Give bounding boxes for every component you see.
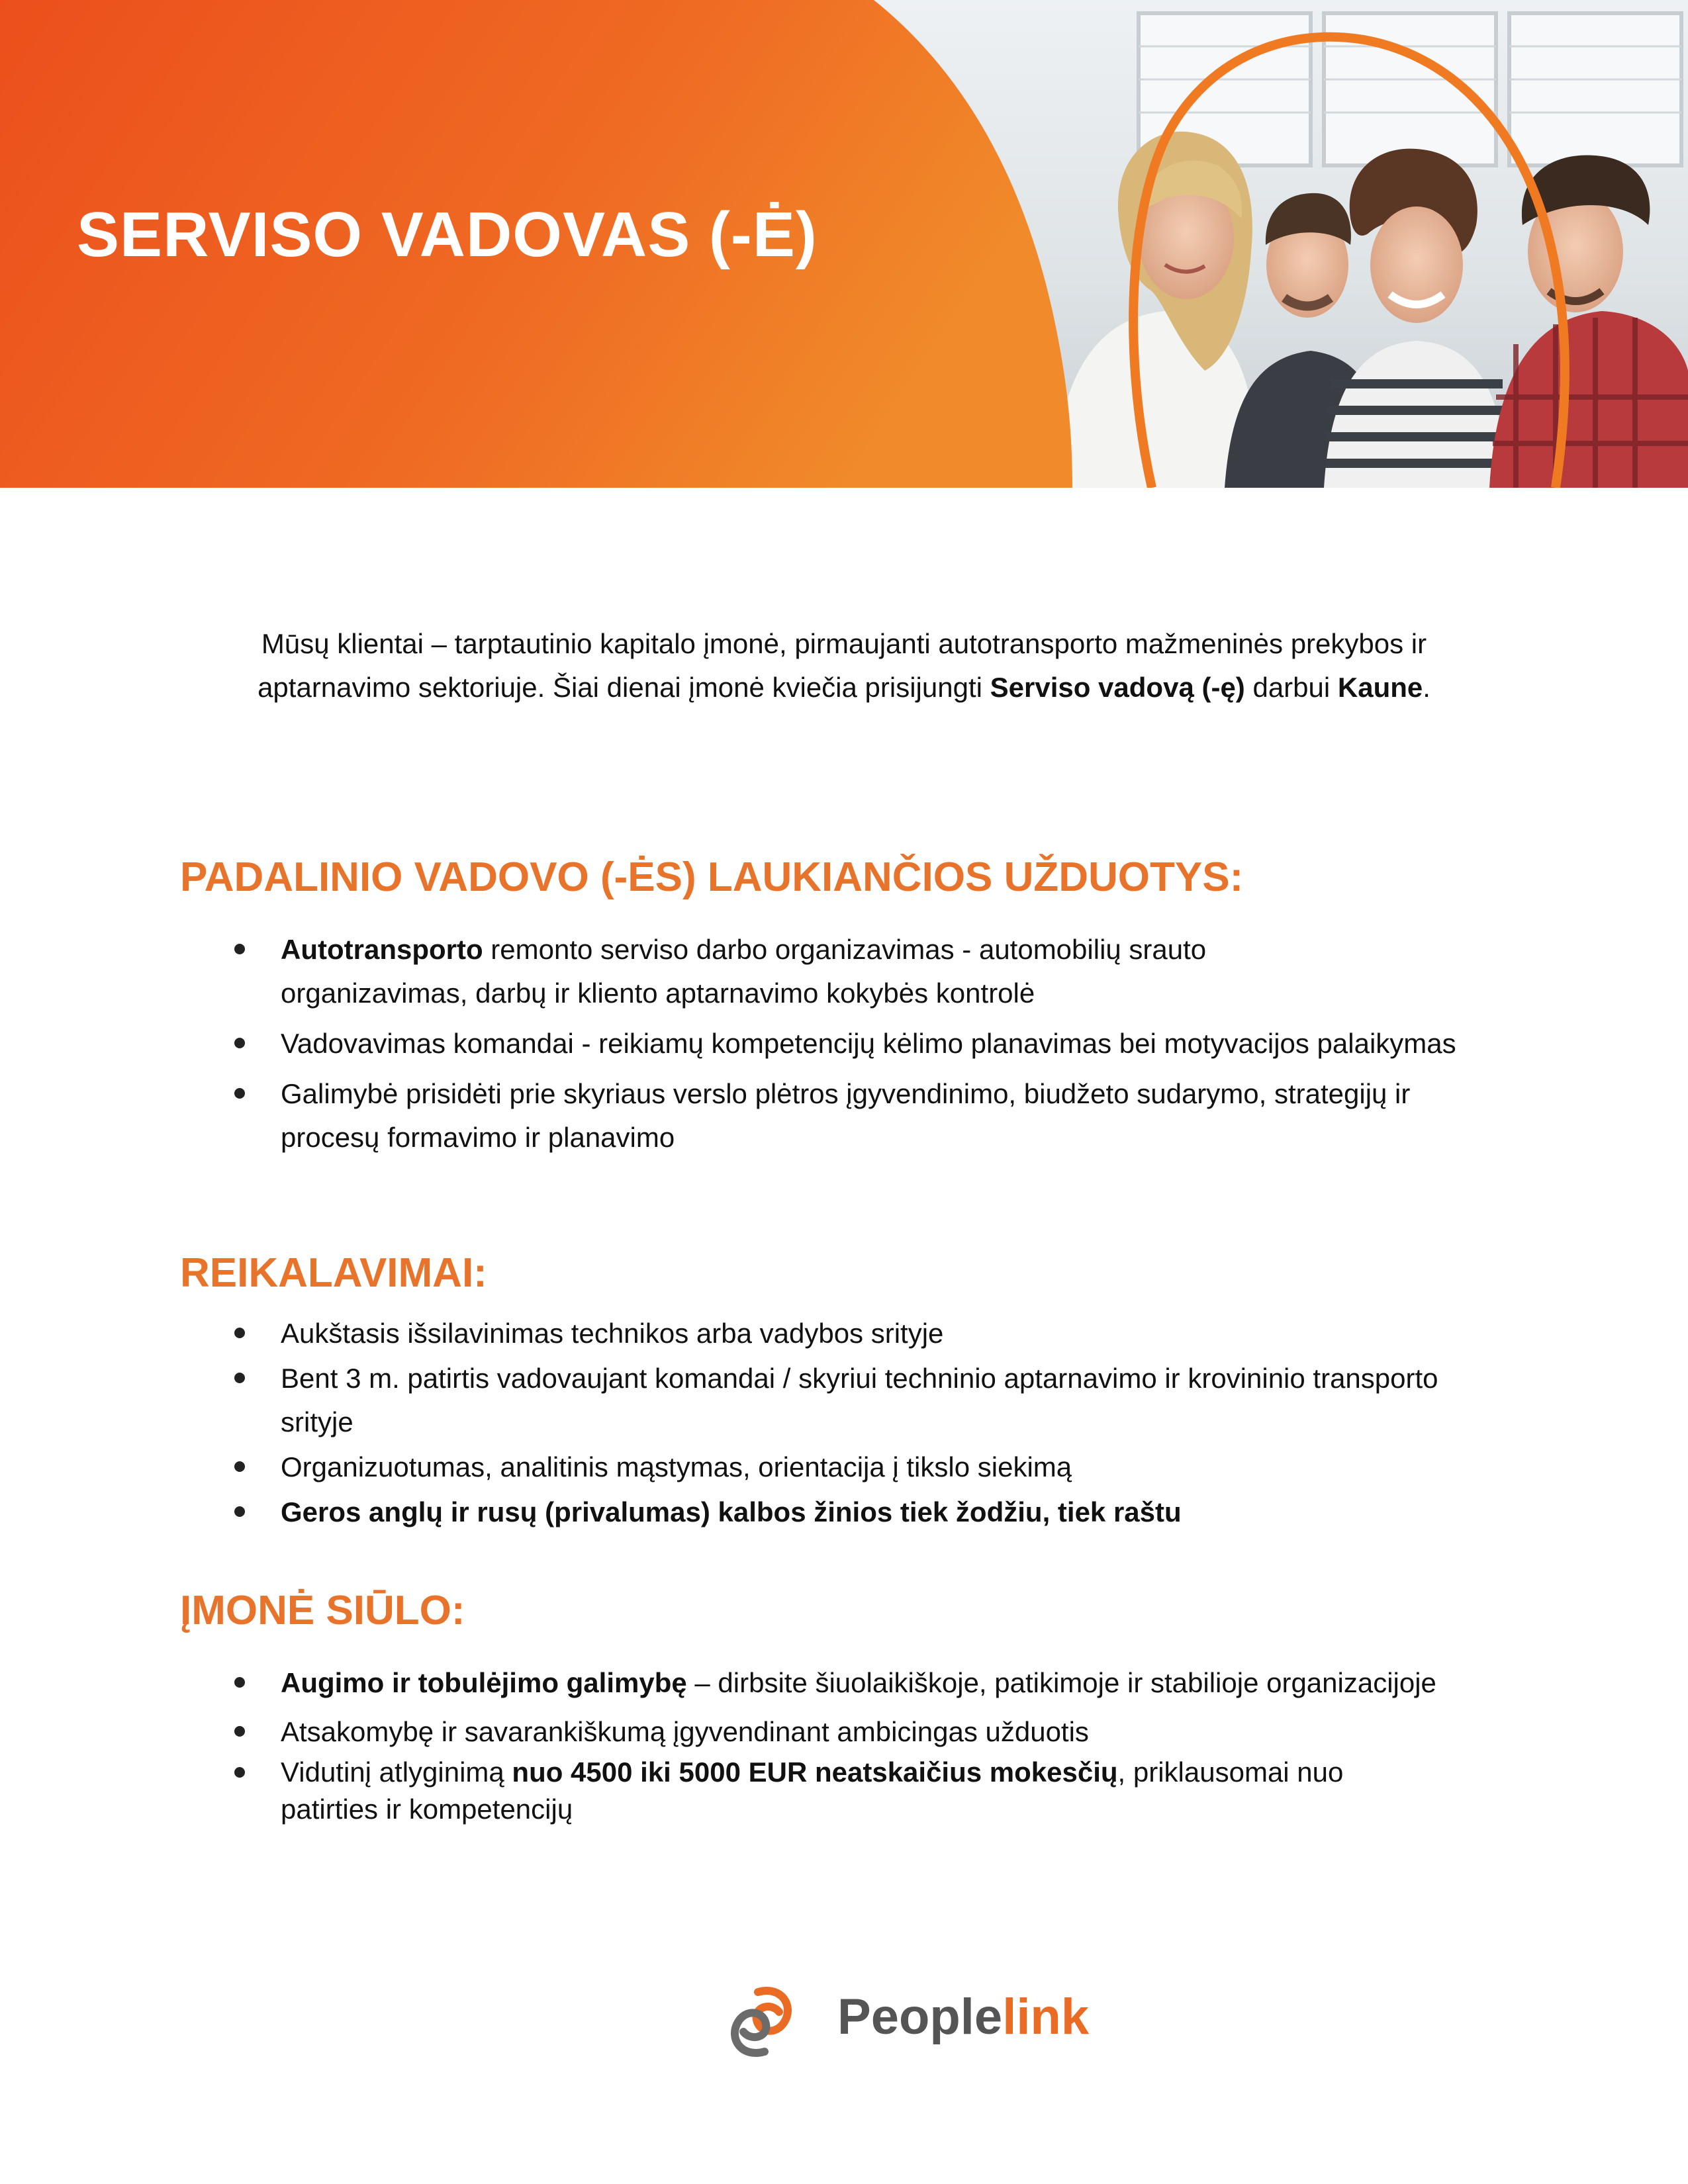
intro-line-2b: darbui <box>1244 672 1338 703</box>
req-3-text: Organizuotumas, analitinis mąstymas, orientacija į tikslo siekimą <box>281 1451 1072 1482</box>
tasks-list <box>0 928 1688 1160</box>
bullet-icon <box>234 1677 245 1688</box>
offer-2-text: Atsakomybę ir savarankiškumą įgyvendinant ambicingas užduotis <box>281 1716 1089 1747</box>
task-3-text: Galimybė prisidėti prie skyriaus verslo plėtros įgyvendinimo, biudžeto sudarymo, strategijų ir <box>281 1078 1411 1109</box>
list-item <box>0 1022 1688 1066</box>
list-item <box>0 1312 1688 1355</box>
req-2-text: Bent 3 m. patirtis vadovaujant komandai / skyriui techninio aptarnavimo ir krovininio transporto <box>281 1363 1438 1394</box>
header-banner <box>0 0 1688 488</box>
peoplelink-logo-icon <box>718 1979 804 2065</box>
requirements-list <box>0 1312 1688 1534</box>
req-4-text: Geros anglų ir rusų (privalumas) kalbos žinios tiek žodžiu, tiek raštu <box>281 1496 1182 1527</box>
peoplelink-logo-text <box>837 1988 1089 2046</box>
task-1-text-2: organizavimas, darbų ir kliento aptarnavimo kokybės kontrolė <box>281 978 1035 1009</box>
intro-paragraph <box>199 622 1489 709</box>
bullet-icon <box>234 1328 245 1338</box>
offer-1-bold: Augimo ir tobulėjimo galimybę <box>281 1667 687 1698</box>
section-title-offer: ĮMONĖ SIŪLO: <box>180 1588 465 1633</box>
list-item <box>0 1754 1688 1828</box>
list-item <box>0 1490 1688 1534</box>
list-item <box>0 1445 1688 1489</box>
list-item <box>0 928 1688 1015</box>
offer-3-text-2: patirties ir kompetencijų <box>281 1794 573 1825</box>
peoplelink-logo <box>718 1979 1089 2065</box>
logo-word-main: People <box>837 1989 1003 2045</box>
logo-word-accent: link <box>1002 1989 1090 2045</box>
offer-3-text: , priklausomai nuo <box>1117 1756 1344 1788</box>
intro-city: Kaune <box>1337 672 1423 703</box>
req-2-text-2: srityje <box>281 1406 353 1437</box>
page-title: SERVISO VADOVAS (-Ė) <box>77 199 818 270</box>
intro-line-1: Mūsų klientai – tarptautinio kapitalo įmonė, pirmaujanti autotransporto mažmeninės prekybos ir <box>261 628 1427 659</box>
list-item <box>0 1072 1688 1160</box>
bullet-icon <box>234 1726 245 1737</box>
intro-line-2a: aptarnavimo sektoriuje. Šiai dienai įmonė kviečia prisijungti <box>258 672 990 703</box>
intro-position-name: Serviso vadovą (-ę) <box>990 672 1245 703</box>
bullet-icon <box>234 1461 245 1472</box>
list-item <box>0 1357 1688 1444</box>
offer-list <box>0 1661 1688 1828</box>
offer-1-text: – dirbsite šiuolaikiškoje, patikimoje ir stabilioje organizacijoje <box>686 1667 1436 1698</box>
list-item <box>0 1661 1688 1705</box>
task-1-bold: Autotransporto <box>281 934 483 965</box>
bullet-icon <box>234 1767 245 1778</box>
req-1-text: Aukštasis išsilavinimas technikos arba vadybos srityje <box>281 1318 944 1349</box>
task-1-text: remonto serviso darbo organizavimas - automobilių srauto <box>483 934 1207 965</box>
offer-3-bold: nuo 4500 iki 5000 EUR neatskaičius mokesčių <box>512 1756 1118 1788</box>
task-3-text-2: procesų formavimo ir planavimo <box>281 1122 675 1153</box>
bullet-icon <box>234 944 245 954</box>
offer-3-pre: Vidutinį atlyginimą <box>281 1756 512 1788</box>
section-title-requirements: REIKALAVIMAI: <box>180 1250 487 1296</box>
task-2-text: Vadovavimas komandai - reikiamų kompetencijų kėlimo planavimas bei motyvacijos palaikymas <box>281 1028 1456 1059</box>
bullet-icon <box>234 1506 245 1517</box>
intro-line-2c: . <box>1423 672 1430 703</box>
section-title-tasks: PADALINIO VADOVO (-ĖS) LAUKIANČIOS UŽDUOTYS: <box>180 854 1244 900</box>
bullet-icon <box>234 1038 245 1048</box>
list-item <box>0 1710 1688 1754</box>
bullet-icon <box>234 1373 245 1383</box>
bullet-icon <box>234 1088 245 1099</box>
